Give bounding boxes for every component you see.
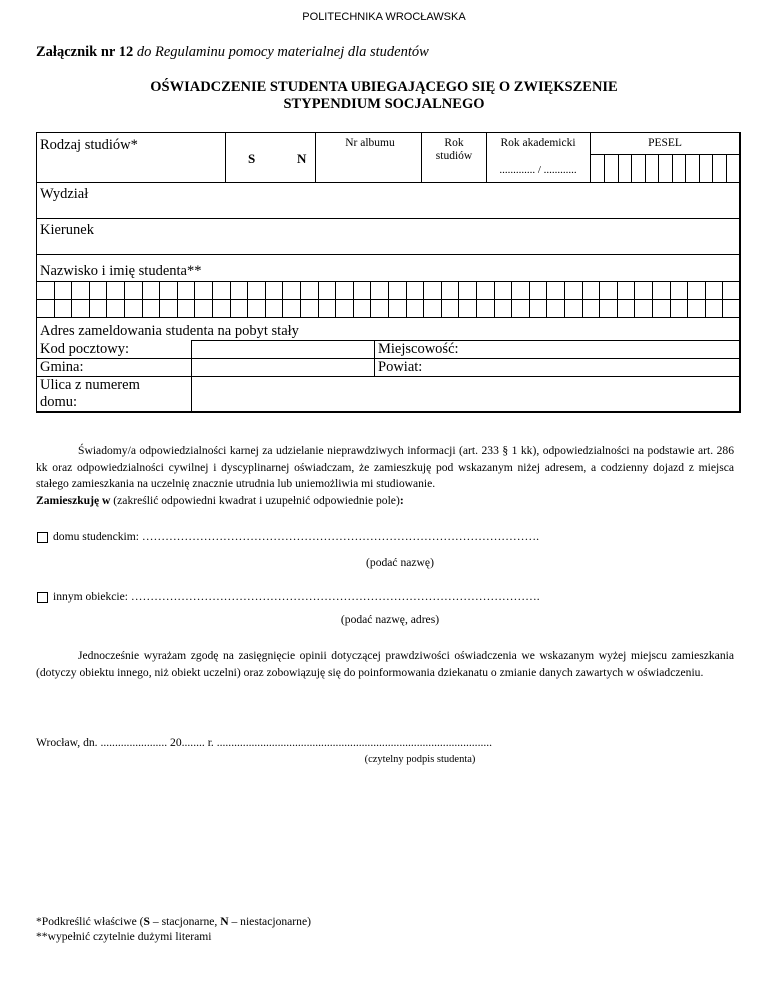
name-letter-divider (388, 281, 389, 317)
name-letter-divider (71, 281, 72, 317)
name-label: Nazwisko i imię studenta** (40, 263, 202, 279)
university-name: POLITECHNIKA WROCŁAWSKA (302, 11, 466, 23)
dorm-checkbox[interactable] (37, 532, 48, 543)
name-letter-divider (476, 281, 477, 317)
city-label: Miejscowość: (378, 341, 459, 357)
pesel-digit-divider (712, 154, 713, 182)
street-label-line2: domu: (40, 394, 78, 410)
name-letter-divider (406, 281, 407, 317)
name-letter-divider (300, 281, 301, 317)
name-letter-divider (670, 281, 671, 317)
pesel-digit-divider (645, 154, 646, 182)
name-letter-divider (353, 281, 354, 317)
faculty-label: Wydział (40, 186, 89, 202)
name-letter-divider (247, 281, 248, 317)
name-letter-divider (634, 281, 635, 317)
academic-year-label: Rok akademicki (500, 137, 576, 149)
commune-label: Gmina: (40, 359, 84, 375)
name-letter-divider (652, 281, 653, 317)
option-s[interactable]: S (248, 151, 256, 166)
name-letter-divider (54, 281, 55, 317)
option-n[interactable]: N (297, 151, 307, 166)
pesel-digit-divider (604, 154, 605, 182)
name-letter-divider (564, 281, 565, 317)
signature-caption: (czytelny podpis studenta) (364, 754, 476, 765)
footnote-capital-letters: **wypełnić czytelnie dużymi literami (36, 930, 212, 943)
name-letter-divider (142, 281, 143, 317)
name-letter-divider (212, 281, 213, 317)
declaration-paragraph: Świadomy/a odpowiedzialności karnej za udzielanie nieprawdziwych informacji (art. 233 § 1 kk), odpowiedzialności na podstawie art. 286 kk oraz odpowiedzialności cywilnej i dyscyplinarnej oświadczam, że zamieszkuję pod wskazanym niżej adresem, a codzienny dojazd z miejsca stałego zamieszkania na uczelnię znacznie utrudnia lub uniemożliwia mi studiowanie. Zamieszkuję w (zakreślić odpowiedni kwadrat i uzupełnić odpowiednie pole): (36, 444, 734, 507)
name-letter-divider (423, 281, 424, 317)
name-letter-divider (494, 281, 495, 317)
pesel-digit-divider (658, 154, 659, 182)
name-letter-divider (89, 281, 90, 317)
pesel-digit-divider (631, 154, 632, 182)
dorm-option-label[interactable]: domu studenckim: …………………………………………………………………………………………. (53, 530, 539, 543)
album-number-label: Nr albumu (345, 137, 395, 149)
date-signature-line[interactable]: Wrocław, dn. ....................... 20........ r. ............................................................................................... (36, 736, 493, 749)
dorm-option-hint: (podać nazwę) (366, 556, 434, 569)
address-label: Adres zameldowania studenta na pobyt stały (40, 323, 299, 339)
pesel-digit-divider (618, 154, 619, 182)
major-label: Kierunek (40, 222, 94, 238)
pesel-digit-divider (685, 154, 686, 182)
name-letter-divider (705, 281, 706, 317)
postal-code-label: Kod pocztowy: (40, 341, 129, 357)
name-letter-divider (177, 281, 178, 317)
name-letter-divider (265, 281, 266, 317)
student-form-table (0, 0, 768, 420)
name-letter-divider (370, 281, 371, 317)
pesel-digit-divider (672, 154, 673, 182)
name-letter-divider (124, 281, 125, 317)
name-letter-divider (106, 281, 107, 317)
name-letter-divider (335, 281, 336, 317)
name-letter-divider (318, 281, 319, 317)
name-letter-divider (511, 281, 512, 317)
pesel-digit-divider (726, 154, 727, 182)
name-letter-divider (546, 281, 547, 317)
name-letter-divider (194, 281, 195, 317)
other-residence-hint: (podać nazwę, adres) (340, 613, 440, 626)
name-letter-divider (687, 281, 688, 317)
name-letter-divider (582, 281, 583, 317)
pesel-label: PESEL (648, 137, 682, 149)
academic-year-field[interactable]: ............. / ............ (499, 164, 577, 176)
study-mode-label: Rodzaj studiów* (40, 137, 138, 153)
pesel-digit-divider (739, 154, 740, 182)
name-letter-divider (458, 281, 459, 317)
name-letter-divider (617, 281, 618, 317)
form-title: OŚWIADCZENIE STUDENTA UBIEGAJĄCEGO SIĘ O ZWIĘKSZENIE STYPENDIUM SOCJALNEGO (150, 79, 618, 112)
instruction-bold: Zamieszkuję w (36, 493, 111, 507)
study-year-label: Rok studiów (435, 137, 473, 162)
name-letter-divider (441, 281, 442, 317)
name-letter-divider (722, 281, 723, 317)
attachment-note: Załącznik nr 12 do Regulaminu pomocy materialnej dla studentów (36, 44, 429, 60)
county-label: Powiat: (378, 359, 423, 375)
consent-paragraph: Jednocześnie wyrażam zgodę na zasięgnięcie opinii dotyczącej prawdziwości oświadczenia we wskazanym wyżej miejscu zamieszkania (dotyczy obiektu innego, niż obiekt uczelni) oraz zobowiązuję się do poinformowania dziekanatu o zmianie danych zawartych w oświadczeniu. (36, 649, 734, 679)
footnote-study-mode: *Podkreślić właściwe (S – stacjonarne, N – niestacjonarne) (36, 915, 311, 928)
name-letter-divider (159, 281, 160, 317)
other-residence-label[interactable]: innym obiekcie: ……………………………………………………………………………………………. (53, 590, 540, 603)
pesel-digit-divider (699, 154, 700, 182)
street-label-line1: Ulica z numerem (40, 377, 140, 393)
other-residence-checkbox[interactable] (37, 592, 48, 603)
name-letter-divider (529, 281, 530, 317)
name-letter-divider (230, 281, 231, 317)
name-letter-divider (282, 281, 283, 317)
name-letter-divider (599, 281, 600, 317)
